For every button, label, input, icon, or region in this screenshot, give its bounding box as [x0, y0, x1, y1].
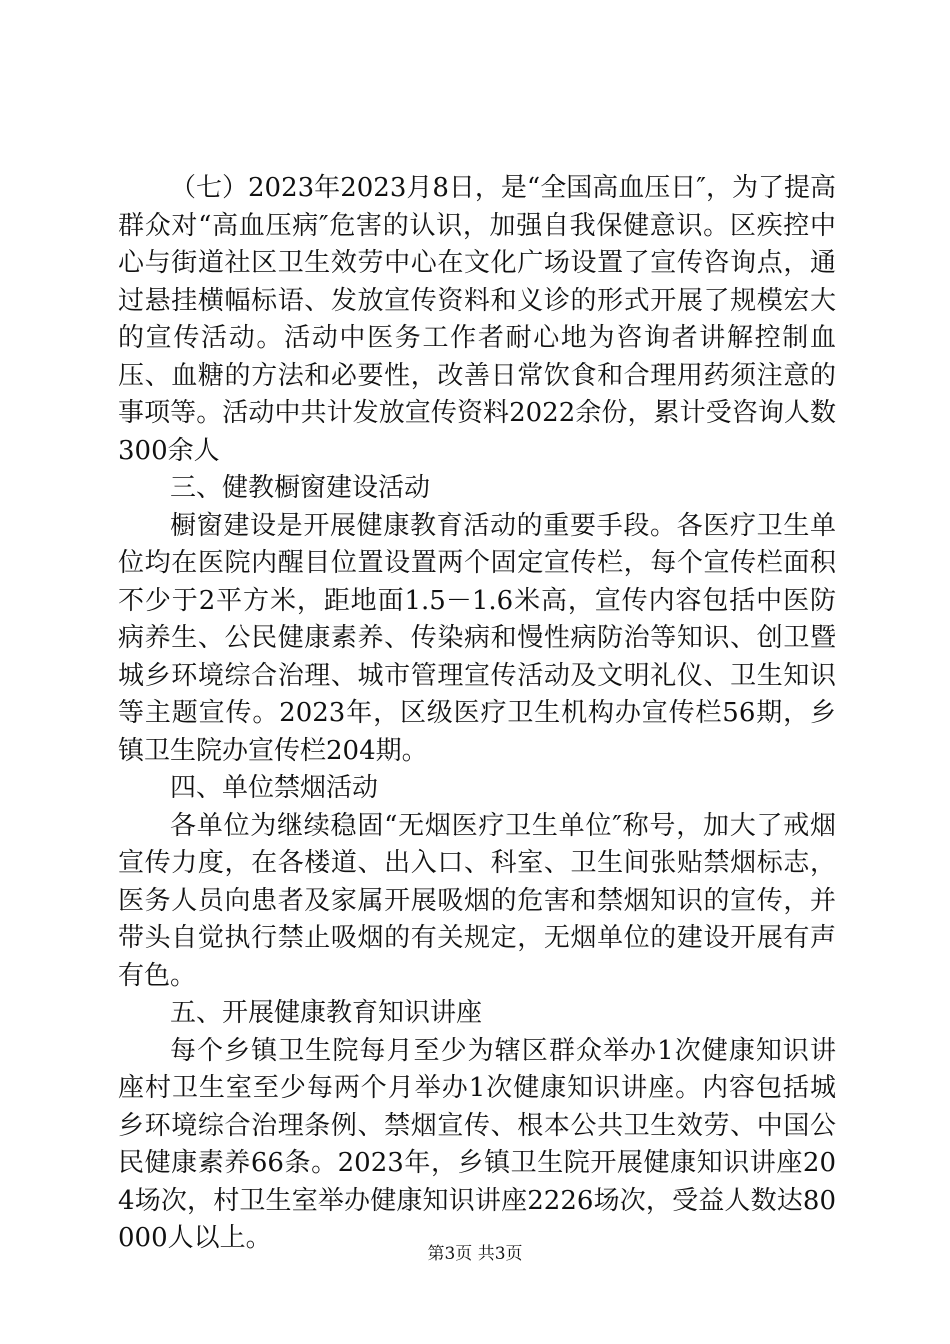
document-body [118, 170, 836, 1258]
page-footer: 第3页 共3页 [427, 1244, 523, 1264]
section-heading-window-construction: 三、健教橱窗建设活动 [170, 473, 431, 503]
section-heading-no-smoking: 四、单位禁烟活动 [170, 773, 379, 803]
section-heading-health-lectures: 五、开展健康教育知识讲座 [170, 998, 483, 1028]
paragraph-no-smoking: 各单位为继续稳固“无烟医疗卫生单位″称号，加大了戒烟宣传力度，在各楼道、出入口、科室、卫生间张贴禁烟标志，医务人员向患者及家属开展吸烟的危害和禁烟知识的宣传，并带头自觉执行禁止吸烟的有关规定，无烟单位的建设开展有声有色。 [118, 810, 836, 991]
paragraph-window-construction: 橱窗建设是开展健康教育活动的重要手段。各医疗卫生单位均在医院内醒目位置设置两个固定宣传栏，每个宣传栏面积不少于2平方米，距地面1.5－1.6米高，宣传内容包括中医防病养生、公民健康素养、传染病和慢性病防治等知识、创卫暨城乡环境综合治理、城市管理宣传活动及文明礼仪、卫生知识等主题宣传。2023年，区级医疗卫生机构办宣传栏56期，乡镇卫生院办宣传栏204期。 [118, 510, 836, 766]
paragraph-health-lectures: 每个乡镇卫生院每月至少为辖区群众举办1次健康知识讲座村卫生室至少每两个月举办1次健康知识讲座。内容包括城乡环境综合治理条例、禁烟宣传、根本公共卫生效劳、中国公民健康素养66条。2023年，乡镇卫生院开展健康知识讲座204场次，村卫生室举办健康知识讲座2226场次，受益人数达80000人以上。 [118, 1035, 836, 1253]
paragraph-item-7-hypertension-day: （七）2023年2023月8日，是“全国高血压日″，为了提高群众对“高血压病″危害的认识，加强自我保健意识。区疾控中心与街道社区卫生效劳中心在文化广场设置了宣传咨询点，通过悬挂横幅标语、发放宣传资料和义诊的形式开展了规模宏大的宣传活动。活动中医务工作者耐心地为咨询者讲解控制血压、血糖的方法和必要性，改善日常饮食和合理用药须注意的事项等。活动中共计发放宣传资料2022余份，累计受咨询人数300余人 [118, 173, 836, 466]
